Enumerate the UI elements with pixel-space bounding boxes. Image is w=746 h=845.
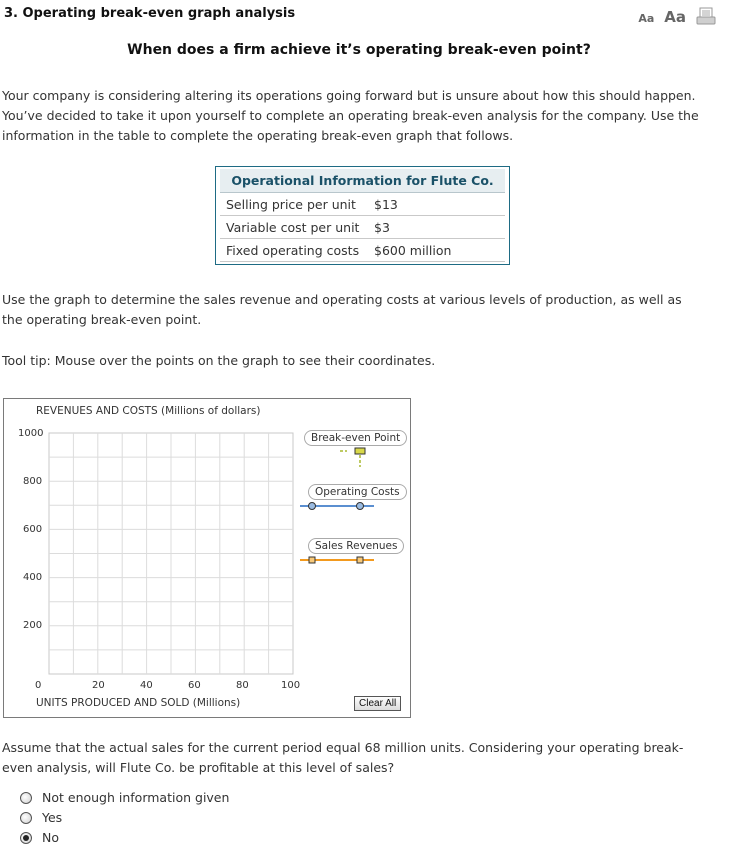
font-size-tools — [638, 4, 716, 26]
table-row — [220, 239, 505, 262]
radio-button[interactable] — [20, 832, 32, 844]
clear-all-button[interactable]: Clear All — [354, 696, 401, 711]
info-table-title: Operational Information for Flute Co. — [220, 169, 505, 193]
row-value: $3 — [374, 219, 390, 235]
x-tick-label: 0 — [35, 680, 42, 691]
y-tick-label: 400 — [23, 572, 43, 583]
row-label: Selling price per unit — [226, 196, 356, 212]
intro-text: Your company is considering altering its operations going forward but is unsure about how this should happen. You’ve decided to take it upon yourself to complete an operating break-even analysis for the company. Use the information in the table to complete the operating break-even graph that follows. — [2, 88, 699, 143]
x-tick-label: 60 — [188, 680, 201, 691]
radio-button[interactable] — [20, 812, 32, 824]
option-label: Yes — [42, 810, 63, 825]
table-row — [220, 216, 505, 239]
table-row — [220, 193, 505, 216]
sales-revenues-point[interactable] — [309, 557, 315, 563]
row-value: $13 — [374, 196, 398, 212]
sales-revenues-point[interactable] — [357, 557, 363, 563]
break-even-marker[interactable] — [355, 448, 365, 454]
question-text: Assume that the actual sales for the current period equal 68 million units. Considering your operating break-even analysis, will Flute Co. be profitable at this level of sales? — [2, 740, 684, 775]
x-tick-label: 40 — [140, 680, 153, 691]
font-size-small-button[interactable]: Aa — [638, 12, 655, 25]
y-tick-label: 200 — [23, 620, 43, 631]
legend-operating-costs[interactable]: Operating Costs — [308, 484, 407, 500]
option-not-enough-info[interactable] — [20, 790, 229, 805]
y-axis-title: REVENUES AND COSTS (Millions of dollars) — [36, 405, 261, 417]
operating-costs-point[interactable] — [309, 503, 316, 510]
operational-info-table — [215, 166, 510, 265]
page-subtitle: When does a firm achieve it’s operating break-even point? — [127, 42, 591, 58]
option-label: Not enough information given — [42, 790, 230, 805]
row-label: Fixed operating costs — [226, 242, 360, 258]
operating-costs-point[interactable] — [357, 503, 364, 510]
y-tick-label: 800 — [23, 476, 43, 487]
x-tick-label: 20 — [92, 680, 105, 691]
instruction-text: Use the graph to determine the sales revenue and operating costs at various levels of production, as well as the operating break-even point. — [2, 292, 682, 327]
option-label: No — [42, 830, 59, 845]
tooltip-text: Tool tip: Mouse over the points on the graph to see their coordinates. — [2, 353, 436, 368]
printer-icon[interactable] — [696, 7, 716, 25]
row-label: Variable cost per unit — [226, 219, 360, 235]
option-yes[interactable] — [20, 810, 62, 825]
y-tick-label: 1000 — [18, 428, 44, 439]
plot-area[interactable] — [48, 432, 294, 675]
legend-sales-revenues[interactable]: Sales Revenues — [308, 538, 404, 554]
question-title: 3. Operating break-even graph analysis — [4, 6, 296, 21]
x-tick-label: 80 — [236, 680, 249, 691]
y-tick-label: 600 — [23, 524, 43, 535]
break-even-point-tool[interactable] — [338, 445, 370, 469]
radio-button[interactable] — [20, 792, 32, 804]
row-value: $600 million — [374, 242, 452, 258]
font-size-large-button[interactable]: Aa — [664, 8, 686, 26]
legend-break-even-point[interactable]: Break-even Point — [304, 430, 407, 446]
x-axis-title: UNITS PRODUCED AND SOLD (Millions) — [36, 697, 241, 709]
x-tick-label: 100 — [281, 680, 301, 691]
operating-costs-tool[interactable] — [298, 499, 378, 513]
sales-revenues-tool[interactable] — [298, 553, 378, 567]
break-even-graph — [3, 398, 411, 718]
